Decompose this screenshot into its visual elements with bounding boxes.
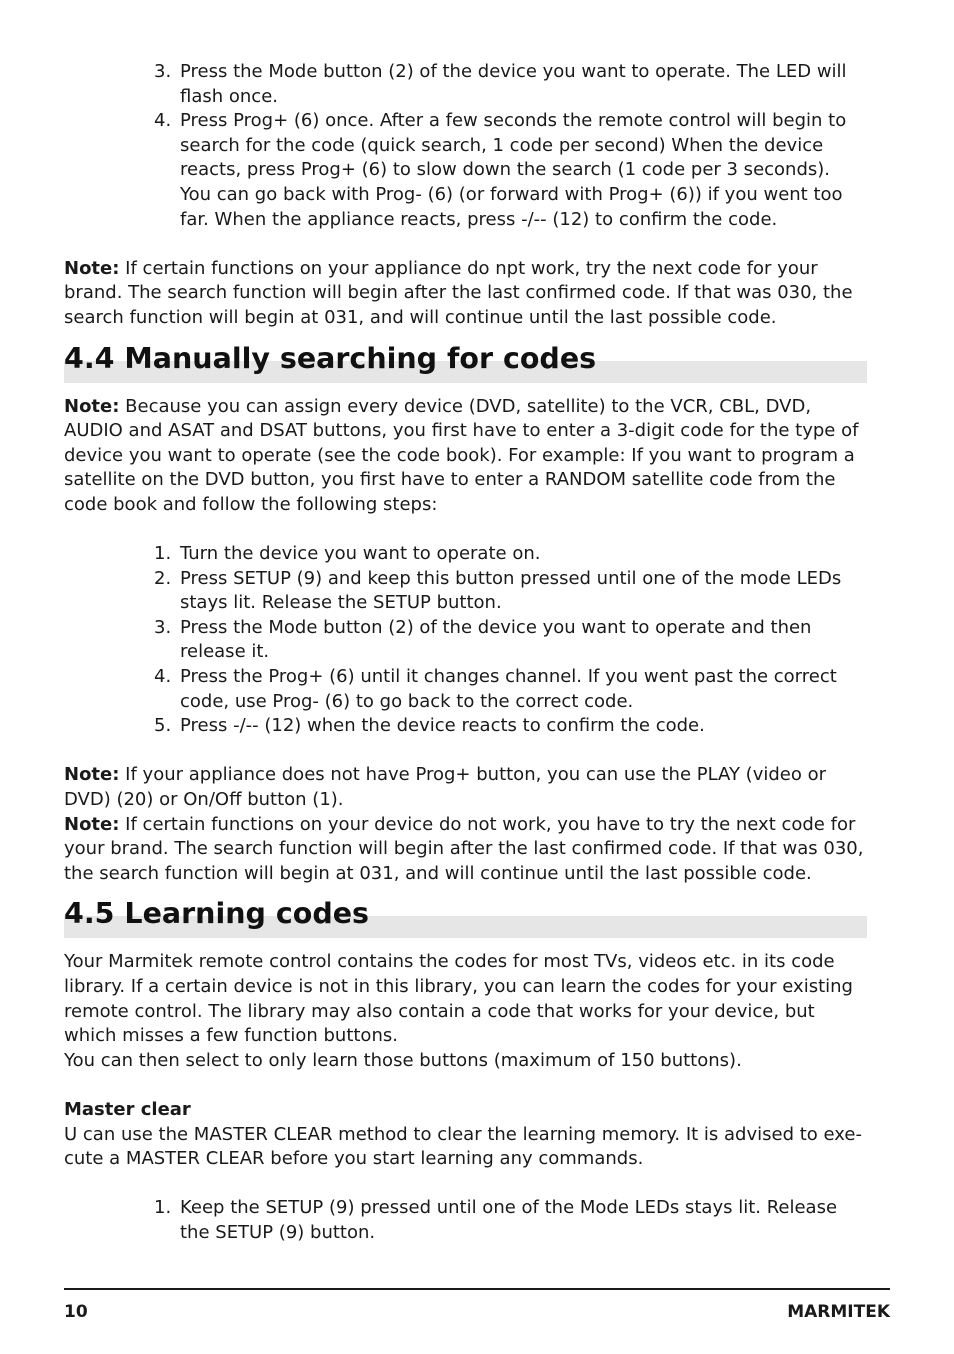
master-clear-heading: Master clear	[64, 1098, 191, 1120]
note-text: If your appliance does not have Prog+ button, you can use the PLAY (video or DVD) (20) or On/Off button (1).	[64, 764, 826, 811]
section-heading-4-4	[64, 341, 864, 383]
note-label: Note:	[64, 764, 120, 786]
step-text: Press the Mode button (2) of the device you want to operate. The LED will flash once.	[180, 61, 847, 107]
brand-name: MARMITEK	[787, 1302, 890, 1322]
step-text: Press the Prog+ (6) until it changes channel. If you went past the correct code, use Prog- (6) to go back to the correct code.	[180, 666, 837, 712]
note-label: Note:	[64, 813, 120, 835]
step-number: 3.	[154, 61, 172, 82]
list-item	[154, 714, 864, 739]
step-text: Press the Mode button (2) of the device you want to operate and then release it.	[180, 616, 812, 663]
step-number: 4.	[154, 666, 172, 688]
list-item	[154, 1196, 864, 1245]
intro-steps-list	[64, 60, 864, 232]
list-item	[154, 616, 864, 665]
step-number: 3.	[154, 616, 172, 638]
list-item	[154, 109, 864, 232]
note-label: Note:	[64, 257, 120, 279]
step-number: 5.	[154, 715, 172, 737]
step-text: Press -/-- (12) when the device reacts to confirm the code.	[180, 715, 705, 737]
note-paragraph	[64, 763, 864, 812]
note-paragraph	[64, 257, 864, 331]
step-number: 1.	[154, 543, 172, 565]
page-content	[64, 0, 864, 1246]
note-label: Note:	[64, 395, 120, 417]
step-text: Turn the device you want to operate on.	[180, 543, 541, 565]
step-number: 1.	[154, 1197, 172, 1219]
list-item	[154, 60, 864, 109]
body-paragraph: You can then select to only learn those buttons (maximum of 150 buttons).	[64, 1049, 742, 1071]
step-text: Press SETUP (9) and keep this button pressed until one of the mode LEDs stays lit. Release the SETUP button.	[180, 567, 842, 614]
section-title: 4.4 Manually searching for codes	[64, 341, 597, 375]
note-text: If certain functions on your appliance do npt work, try the next code for your brand. The search function will begin after the last confirmed code. If that was 030, the search function will begin at 031, and will continue until the last possible code.	[64, 257, 853, 328]
page-number: 10	[64, 1302, 88, 1322]
note-paragraph	[64, 813, 864, 887]
note-text: Because you can assign every device (DVD, satellite) to the VCR, CBL, DVD, AUDIO and ASAT and DSAT buttons, you first have to enter a 3-digit code for the type of device you want to operate (see the code book). For example: If you want to program a satellite on the DVD button, you first have to enter a RANDOM satellite code from the code book and follow the following steps:	[64, 395, 859, 515]
step-text: Press Prog+ (6) once. After a few seconds the remote control will begin to search for the code (quick search, 1 code per second) When the device reacts, press Prog+ (6) to slow down the search (1 code per 3 seconds). You can go back with Prog- (6) (or forward with Prog+ (6)) if you went too far. When the appliance reacts, press -/-- (12) to confirm the code.	[180, 110, 847, 230]
note-text: If certain functions on your device do not work, you have to try the next code for your brand. The search function will begin after the last confirmed code. If that was 030, the search function will begin at 031, and will continue until the last possible code.	[64, 813, 864, 884]
page-footer	[64, 1288, 890, 1325]
section-title: 4.5 Learning codes	[64, 897, 370, 931]
step-number: 4.	[154, 110, 172, 132]
step-number: 2.	[154, 567, 172, 589]
master-clear-steps-list	[64, 1196, 864, 1245]
list-item	[154, 665, 864, 714]
manual-search-steps-list	[64, 542, 864, 739]
note-paragraph	[64, 395, 864, 518]
list-item	[154, 542, 864, 567]
step-text: Keep the SETUP (9) pressed until one of the Mode LEDs stays lit. Release the SETUP (9) button.	[180, 1197, 838, 1243]
section-heading-4-5	[64, 896, 864, 938]
body-paragraph: U can use the MASTER CLEAR method to clear the learning memory. It is advised to exe-cute a MASTER CLEAR before you start learning any commands.	[64, 1123, 862, 1170]
body-paragraph: Your Marmitek remote control contains the codes for most TVs, videos etc. in its code library. If a certain device is not in this library, you can learn the codes for your existing remote control. The library may also contain a code that works for your device, but which misses a few function buttons.	[64, 951, 853, 1047]
list-item	[154, 567, 864, 616]
